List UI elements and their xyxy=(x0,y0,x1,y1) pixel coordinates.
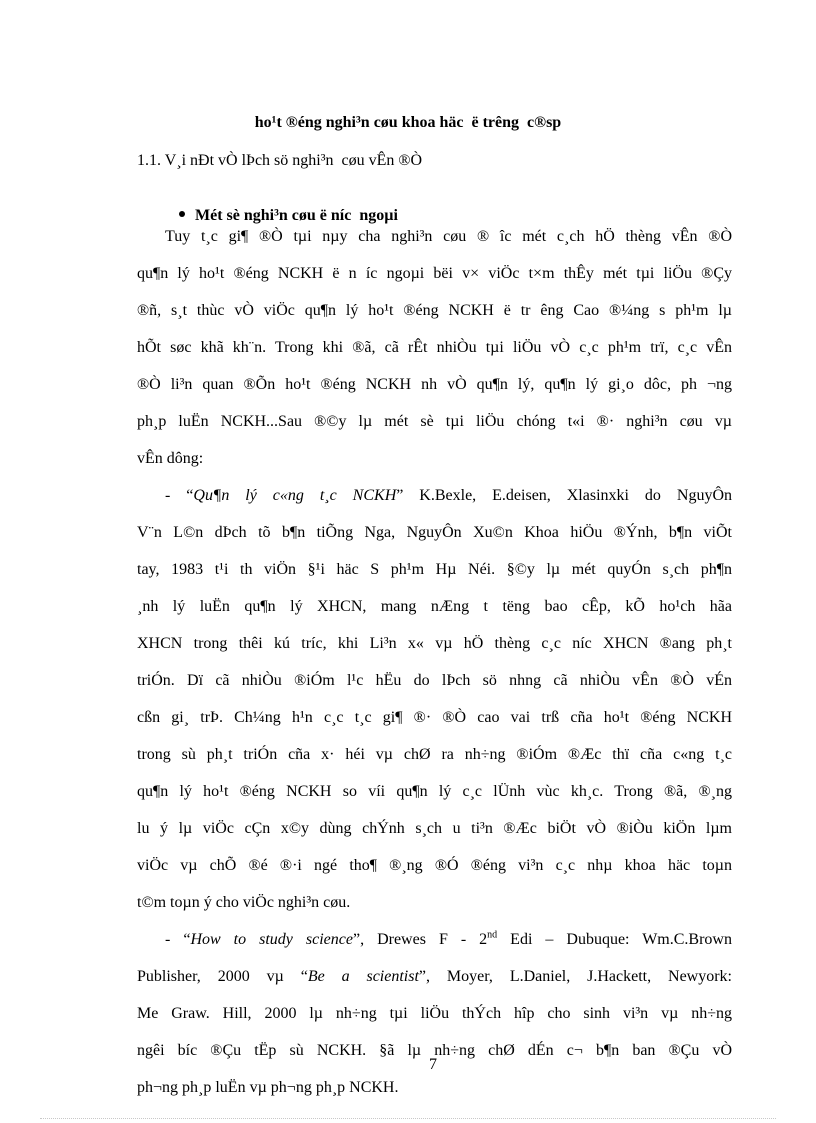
paragraph-line: ®ñ, s¸t thùc vÒ viÖc qu¶n lý ho¹t ®éng NCKH ë tr êng Cao ®¼ng s ph¹m lµ xyxy=(137,302,732,319)
book-title: Qu¶n lý c«ng t¸c NCKH xyxy=(193,487,397,504)
paragraph-line: cßn gi¸ trÞ. Ch¼ng h¹n c¸c t¸c gi¶ ®· ®Ò cao vai trß cña ho¹t ®éng NCKH xyxy=(137,709,732,726)
paragraph-line: Me Graw. Hill, 2000 lµ nh÷ng tµi liÖu thÝch hîp cho sinh vi³n vµ nh÷ng xyxy=(137,1005,732,1022)
paragraph-line: t©m toµn ý cho viÖc nghi³n cøu. xyxy=(137,894,351,911)
reference-line xyxy=(137,967,732,987)
paragraph-line: qu¶n lý ho¹t ®éng NCKH so víi qu¶n lý c¸c lÜnh vùc kh¸c. Trong ®ã, ®¸ng xyxy=(137,783,732,800)
reference-authors: ”, Moyer, L.Daniel, J.Hackett, Newyork: xyxy=(418,968,733,985)
reference-publisher: Edi – Dubuque: Wm.C.Brown xyxy=(497,931,732,948)
paragraph-line: trong sù ph¸t triÓn cña x· héi vµ chØ ra nh÷ng ®iÓm ®Æc thï cña c«ng t¸c xyxy=(137,746,732,763)
section-heading: 1.1. V¸i nÐt vÒ lÞch sö nghi³n cøu vÊn ®Ò xyxy=(137,152,423,169)
edition-superscript: nd xyxy=(487,929,498,941)
reference-authors: ”, Drewes F - 2 xyxy=(352,931,488,948)
reference-publisher: Publisher, 2000 vµ “ xyxy=(137,968,308,985)
paragraph-line: vÊn dông: xyxy=(137,450,204,467)
paragraph-line: V¨n L©n dÞch tõ b¶n tiÕng Nga, NguyÔn Xu©n Khoa hiÖu ®Ýnh, b¶n viÕt xyxy=(137,524,732,541)
page-title: ho¹t ®éng nghi³n cøu khoa häc ë trêng c®sp xyxy=(254,114,562,131)
paragraph-line: Tuy t¸c gi¶ ®Ò tµi nµy cha nghi³n cøu ® îc mét c¸ch hÖ thèng vÊn ®Ò xyxy=(165,228,732,245)
bullet-heading-text: Mét sè nghi³n cøu ë níc ngoµi xyxy=(195,207,398,224)
footer-divider xyxy=(40,1118,776,1119)
page-number: 7 xyxy=(429,1056,437,1073)
paragraph-line: lu ý lµ viÖc cÇn x©y dùng chÝnh s¸ch u ti³n ®Æc biÖt vÒ ®iÒu kiÖn lµm xyxy=(137,820,732,837)
book-title: How to study science xyxy=(190,931,353,948)
paragraph-line: XHCN trong thêi kú tríc, khi Li³n x« vµ hÖ thèng c¸c níc XHCN ®ang ph¸t xyxy=(137,635,732,652)
reference-line xyxy=(165,486,732,506)
book-title: Be a scientist xyxy=(307,968,419,985)
bullet-dot-icon xyxy=(179,211,185,217)
paragraph-line: tay, 1983 t¹i th viÖn §¹i häc S ph¹m Hµ Néi. §©y lµ mét quyÓn s¸ch ph¶n xyxy=(137,561,732,578)
paragraph-line: triÓn. Dï cã nhiÒu ®iÓm l¹c hËu do lÞch sö nhng cã nhiÒu vÊn ®Ò vÉn xyxy=(137,672,732,689)
paragraph-line: ph¬ng ph¸p luËn vµ ph¬ng ph¸p NCKH. xyxy=(137,1079,399,1096)
reference-authors: ” K.Bexle, E.deisen, Xlasinxki do NguyÔn xyxy=(396,487,733,504)
paragraph-line: ngêi bíc ®Çu tËp sù NCKH. §ã lµ nh÷ng chØ dÉn c¬ b¶n ban ®Çu vÒ xyxy=(137,1042,732,1059)
paragraph-line: ¸nh lý luËn qu¶n lý XHCN, mang nÆng t tëng bao cÊp, kÕ ho¹ch hãa xyxy=(137,598,732,615)
paragraph-line: ®Ò li³n quan ®Õn ho¹t ®éng NCKH nh vÒ qu¶n lý, qu¶n lý gi¸o dôc, ph ¬ng xyxy=(137,376,732,393)
reference-line xyxy=(165,930,732,950)
paragraph-line: hÕt søc khã kh¨n. Trong khi ®ã, cã rÊt nhiÒu tµi liÖu vÒ c¸c ph¹m trï, c¸c vÊn xyxy=(137,339,732,356)
paragraph-line: viÖc vµ chÕ ®é ®·i ngé tho¶ ®¸ng ®Ó ®éng vi³n c¸c nhµ khoa häc toµn xyxy=(137,857,732,874)
paragraph-line: qu¶n lý ho¹t ®éng NCKH ë n íc ngoµi bëi v× viÖc t×m thÊy mét tµi liÖu ®Çy xyxy=(137,265,732,282)
paragraph-line: ph¸p luËn NCKH...Sau ®©y lµ mét sè tµi liÖu chóng t«i ®· nghi³n cøu vµ xyxy=(137,413,732,430)
quote-open: - “ xyxy=(165,931,191,948)
quote-open: - “ xyxy=(165,487,194,504)
